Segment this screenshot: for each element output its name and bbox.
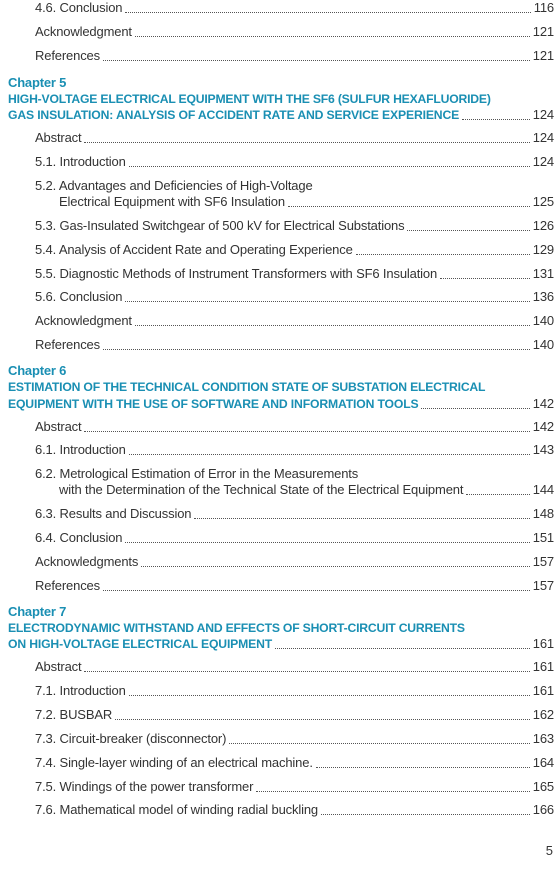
toc-entry-page: 143 — [532, 442, 554, 458]
toc-entry-page: 124 — [532, 153, 554, 169]
toc-entry-label: 7.4. Single-layer winding of an electrical machine. — [35, 754, 313, 770]
toc-entry-label: References — [35, 337, 100, 353]
toc-entry-label: Abstract — [35, 659, 82, 675]
toc-entry-label: Acknowledgments — [35, 553, 139, 569]
chapter-title-row — [8, 396, 554, 412]
toc-entry-label: 7.3. Circuit-breaker (disconnector) — [35, 730, 227, 746]
toc-entry — [8, 707, 554, 723]
toc-entry-label: 7.2. BUSBAR — [35, 706, 113, 722]
toc-entry — [8, 154, 554, 170]
dot-leader — [229, 743, 529, 744]
toc-entry-label: References — [35, 577, 100, 593]
toc-entry-page: 142 — [532, 395, 554, 411]
toc-entry — [8, 755, 554, 771]
dot-leader — [421, 408, 529, 409]
toc-entry-page: 163 — [532, 730, 554, 746]
dot-leader — [316, 767, 530, 768]
toc-entry — [8, 802, 554, 818]
toc-entry-page: 148 — [532, 506, 554, 522]
toc-entry — [8, 530, 554, 546]
toc-entry-label: EQUIPMENT WITH THE USE OF SOFTWARE AND INFORMATION TOOLS — [8, 396, 419, 411]
toc-entry — [8, 731, 554, 747]
toc-entry-continuation — [8, 482, 554, 498]
dot-leader — [194, 518, 529, 519]
dot-leader — [275, 648, 530, 649]
toc-entry-label: Abstract — [35, 130, 82, 146]
toc-entry — [8, 337, 554, 353]
toc-entry-label: 5.3. Gas-Insulated Switchgear of 500 kV for Electrical Substations — [35, 217, 405, 233]
toc-entry-label-line: 6.2. Metrological Estimation of Error in the Measurements — [35, 466, 359, 482]
toc-entry-label: ON HIGH-VOLTAGE ELECTRICAL EQUIPMENT — [8, 637, 273, 652]
dot-leader — [125, 12, 530, 13]
dot-leader — [103, 590, 530, 591]
toc-entry-label: Abstract — [35, 418, 82, 434]
toc-entry — [8, 659, 554, 675]
dot-leader — [141, 566, 530, 567]
toc-entry — [8, 506, 554, 522]
dot-leader — [103, 349, 530, 350]
toc-entry-label: 6.3. Results and Discussion — [35, 506, 192, 522]
toc-entry-label: 5.4. Analysis of Accident Rate and Operating Experience — [35, 241, 353, 257]
chapter-title — [8, 91, 554, 124]
toc-entry-label: 6.1. Introduction — [35, 442, 126, 458]
toc-entry-page: 125 — [532, 193, 554, 209]
dot-leader — [115, 719, 530, 720]
toc-entry-page: 166 — [532, 802, 554, 818]
dot-leader — [407, 230, 529, 231]
chapter-number: Chapter 6 — [8, 363, 67, 379]
toc-entry-page: 165 — [532, 778, 554, 794]
toc-entry-page: 144 — [532, 482, 554, 498]
toc-entry-page: 157 — [532, 577, 554, 593]
dot-leader — [129, 695, 530, 696]
toc-entry-page: 126 — [532, 217, 554, 233]
toc-entry-page: 151 — [532, 530, 554, 546]
dot-leader — [256, 791, 529, 792]
dot-leader — [84, 142, 529, 143]
toc-entry-page: 162 — [532, 706, 554, 722]
chapter-title-line: HIGH-VOLTAGE ELECTRICAL EQUIPMENT WITH THE SF6 (SULFUR HEXAFLUORIDE) — [8, 91, 491, 106]
toc-entry-label: 4.6. Conclusion — [35, 0, 123, 15]
toc-entry-page: 140 — [532, 313, 554, 329]
toc-entry — [8, 554, 554, 570]
dot-leader — [135, 325, 530, 326]
chapter-title — [8, 379, 554, 412]
dot-leader — [466, 494, 529, 495]
toc-entry-label-line: 5.2. Advantages and Deficiencies of High-Voltage — [35, 177, 313, 193]
page-number: 5 — [545, 843, 553, 858]
toc-entry-page: 140 — [532, 337, 554, 353]
dot-leader — [129, 166, 530, 167]
toc-entry — [8, 442, 554, 458]
toc-entry-label: 5.5. Diagnostic Methods of Instrument Transformers with SF6 Insulation — [35, 265, 438, 281]
chapter-title-line: ESTIMATION OF THE TECHNICAL CONDITION STATE OF SUBSTATION ELECTRICAL — [8, 380, 486, 395]
chapter-number: Chapter 5 — [8, 74, 67, 90]
toc-entry — [8, 578, 554, 594]
dot-leader — [125, 542, 529, 543]
toc-entry-page: 157 — [532, 553, 554, 569]
toc-entry-page: 161 — [532, 659, 554, 675]
chapter-number: Chapter 7 — [8, 603, 67, 619]
toc-entry-page: 161 — [532, 636, 554, 652]
toc-entry-page: 142 — [532, 418, 554, 434]
toc-entry-label: 6.4. Conclusion — [35, 530, 123, 546]
table-of-contents — [8, 0, 554, 818]
toc-entry-page: 124 — [532, 107, 554, 123]
toc-entry-page: 121 — [532, 23, 554, 39]
toc-entry — [8, 218, 554, 234]
toc-entry-page: 121 — [532, 47, 554, 63]
toc-entry — [8, 683, 554, 699]
toc-entry-page: 116 — [533, 0, 554, 15]
dot-leader — [125, 301, 529, 302]
toc-entry-label: References — [35, 47, 100, 63]
toc-entry-page: 136 — [532, 289, 554, 305]
toc-entry — [8, 0, 554, 16]
toc-entry-page: 161 — [532, 683, 554, 699]
toc-entry-label: 7.6. Mathematical model of winding radial buckling — [35, 802, 318, 818]
toc-entry — [8, 48, 554, 64]
toc-entry — [8, 242, 554, 258]
toc-entry-label: 7.5. Windings of the power transformer — [35, 778, 254, 794]
toc-entry-label: Acknowledgment — [35, 313, 132, 329]
dot-leader — [462, 119, 530, 120]
chapter-title — [8, 620, 554, 653]
toc-entry-page: 131 — [532, 265, 554, 281]
toc-entry-page: 129 — [532, 241, 554, 257]
toc-entry-continuation — [8, 194, 554, 210]
toc-entry — [8, 419, 554, 435]
dot-leader — [440, 278, 530, 279]
toc-entry — [8, 313, 554, 329]
toc-entry — [8, 24, 554, 40]
chapter-title-line: ELECTRODYNAMIC WITHSTAND AND EFFECTS OF SHORT-CIRCUIT CURRENTS — [8, 620, 465, 635]
dot-leader — [288, 206, 530, 207]
toc-entry — [8, 266, 554, 282]
chapter-title-row — [8, 636, 554, 652]
toc-entry — [8, 289, 554, 305]
dot-leader — [84, 431, 529, 432]
toc-entry-label: 5.6. Conclusion — [35, 289, 123, 305]
toc-entry-label: Acknowledgment — [35, 23, 132, 39]
toc-entry-label: 5.1. Introduction — [35, 153, 126, 169]
toc-entry — [8, 779, 554, 795]
toc-entry-multiline — [8, 466, 554, 498]
toc-entry-label: with the Determination of the Technical State of the Electrical Equipment — [59, 482, 464, 498]
toc-entry-label: GAS INSULATION: ANALYSIS OF ACCIDENT RATE AND SERVICE EXPERIENCE — [8, 108, 460, 123]
dot-leader — [129, 454, 530, 455]
toc-entry-label: Electrical Equipment with SF6 Insulation — [59, 193, 285, 209]
toc-entry-multiline — [8, 178, 554, 210]
toc-entry-page: 164 — [532, 754, 554, 770]
toc-entry-page: 124 — [532, 130, 554, 146]
dot-leader — [135, 36, 530, 37]
dot-leader — [321, 814, 530, 815]
dot-leader — [103, 60, 530, 61]
toc-entry — [8, 130, 554, 146]
chapter-title-row — [8, 107, 554, 123]
dot-leader — [84, 671, 529, 672]
toc-entry-label: 7.1. Introduction — [35, 683, 126, 699]
dot-leader — [356, 254, 530, 255]
